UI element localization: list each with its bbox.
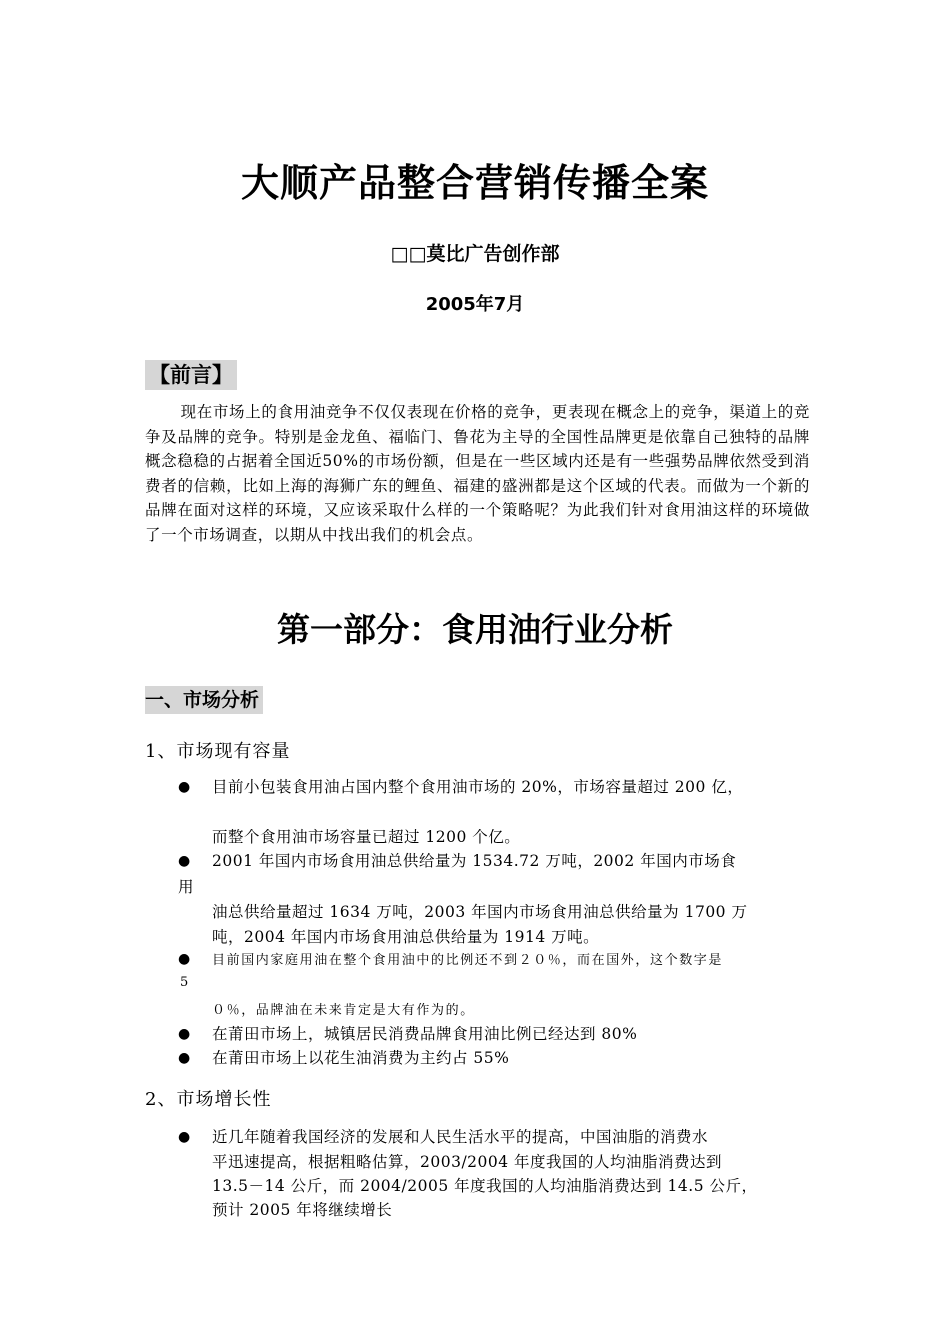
bullet-icon: ● (178, 1026, 191, 1042)
preface-paragraph: 现在市场上的食用油竞争不仅仅表现在价格的竞争，更表现在概念上的竞争，渠道上的竞争及品牌的竞争。特别是金龙鱼、福临门、鲁花为主导的全国性品牌更是依靠自己独特的品牌概念稳稳的占据着全国近50%的市场份额，但是在一些区域内还是有一些强势品牌依然受到消费者的信赖，比如上海的海狮广东的鲤鱼、福建的盛洲都是这个区域的代表。而做为一个新的品牌在面对这样的环境，又应该采取什么样的一个策略呢？为此我们针对食用油这样的环境做了一个市场调查，以期从中找出我们的机会点。 (145, 403, 810, 544)
part-one-title: 第一部分：食用油行业分析 (277, 610, 673, 649)
bullet-text: 2001 年国内市场食用油总供给量为 1534.72 万吨，2002 年国内市场食 (212, 852, 737, 870)
bullet-text: 预计 2005 年将继续增长 (212, 1201, 393, 1219)
bullet-icon: ● (178, 853, 191, 869)
bullet-text: 目前小包装食用油占国内整个食用油市场的 20%，市场容量超过 200 亿， (212, 778, 744, 796)
subsection-title-market-growth: 2、市场增长性 (145, 1089, 272, 1110)
bullet-text: 油总供给量超过 1634 万吨，2003 年国内市场食用油总供给量为 1700 万 (212, 903, 748, 921)
bullet-text: 在莆田市场上，城镇居民消费品牌食用油比例已经达到 80% (212, 1025, 638, 1043)
preface-heading: 【前言】 (145, 360, 237, 390)
bullet-text: ０％，品牌油在未来肯定是大有作为的。 (212, 1003, 475, 1018)
section-heading-market-analysis: 一、市场分析 (145, 686, 263, 714)
bullet-text: 在莆田市场上以花生油消费为主约占 55% (212, 1049, 510, 1067)
bullet-text: 目前国内家庭用油在整个食用油中的比例还不到２０％，而在国外，这个数字是 (212, 953, 724, 968)
bullet-text: 吨，2004 年国内市场食用油总供给量为 1914 万吨。 (212, 928, 600, 946)
bullet-text: 13.5－14 公斤，而 2004/2005 年度我国的人均油脂消费达到 14.5 公斤， (212, 1177, 758, 1195)
bullet-text: 近几年随着我国经济的发展和人民生活水平的提高，中国油脂的消费水 (212, 1128, 709, 1146)
bullet-icon: ● (178, 779, 191, 795)
bullet-text: 平迅速提高，根据粗略估算，2003/2004 年度我国的人均油脂消费达到 (212, 1153, 723, 1171)
bullet-text: 5 (180, 975, 190, 990)
bullet-icon: ● (178, 951, 191, 967)
document-title: 大顺产品整合营销传播全案 (240, 161, 709, 205)
subsection-title-market-capacity: 1、市场现有容量 (145, 741, 291, 762)
bullet-text: 而整个食用油市场容量已超过 1200 个亿。 (212, 828, 521, 846)
bullet-text: 用 (178, 878, 195, 896)
bullet-icon: ● (178, 1129, 191, 1145)
document-date: 2005年7月 (425, 294, 525, 315)
document-subtitle: □□莫比广告创作部 (390, 243, 560, 265)
bullet-icon: ● (178, 1050, 191, 1066)
